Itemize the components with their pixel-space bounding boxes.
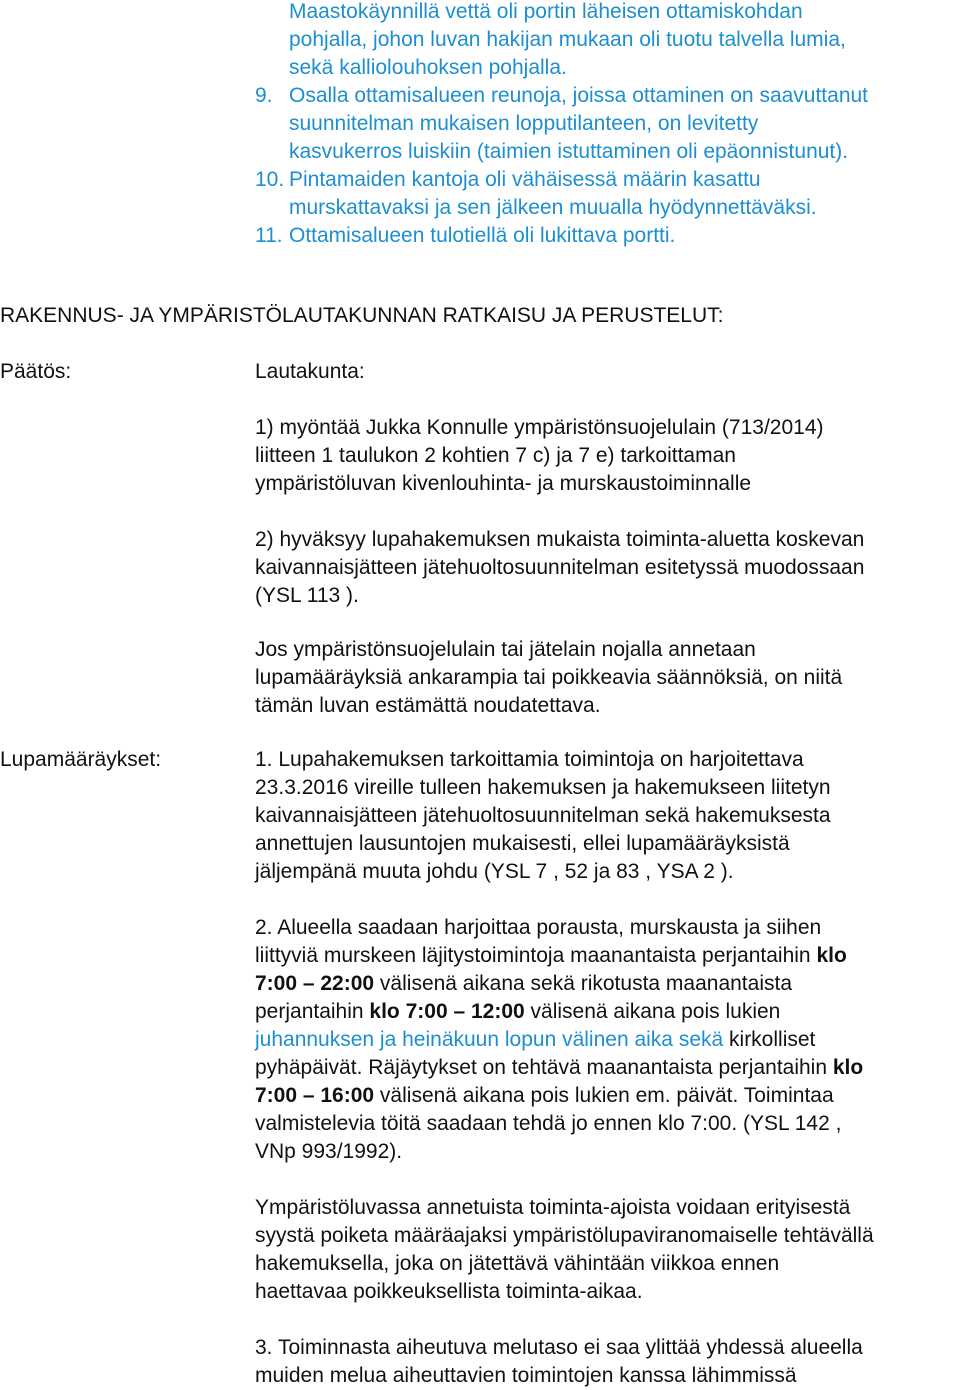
paragraph-line xyxy=(255,1026,815,1054)
text-run: kirkolliset xyxy=(723,1028,816,1051)
list-item-number: 9. xyxy=(255,84,273,107)
text-run: välisenä aikana sekä rikotusta maanantaista xyxy=(374,972,793,995)
list-item-line: Ottamisalueen tulotiellä oli lukittava portti. xyxy=(289,224,676,247)
paragraph-line: 2) hyväksyy lupahakemuksen mukaista toiminta-aluetta koskevan xyxy=(255,528,865,551)
list-item-line: Osalla ottamisalueen reunoja, joissa ottaminen on saavuttanut xyxy=(289,84,869,107)
paragraph-line: kaivannaisjätteen jätehuoltosuunnitelman esitetyssä muodossaan xyxy=(255,556,865,579)
paragraph-line: Ympäristöluvassa annetuista toiminta-ajoista voidaan erityisestä xyxy=(255,1196,851,1219)
text-run: pyhäpäivät. Räjäytykset on tehtävä maanantaista perjantaihin xyxy=(255,1056,833,1079)
paragraph-line xyxy=(255,970,792,998)
paragraph-line: muiden melua aiheuttavien toimintojen kanssa lähimmissä xyxy=(255,1364,797,1387)
list-item-line: Pintamaiden kantoja oli vähäisessä määrin kasattu xyxy=(289,168,761,191)
paragraph-line: lupamääräyksiä ankarampia tai poikkeavia säännöksiä, on niitä xyxy=(255,666,843,689)
list-item-line: murskattavaksi ja sen jälkeen muualla hyödynnettäväksi. xyxy=(289,196,817,219)
section-heading: RAKENNUS- JA YMPÄRISTÖLAUTAKUNNAN RATKAISU JA PERUSTELUT: xyxy=(0,304,724,327)
time-bold: 7:00 – 16:00 xyxy=(255,1084,375,1107)
list-item-line: kasvukerros luiskiin (taimien istuttaminen oli epäonnistunut). xyxy=(289,140,849,163)
text-run: liittyviä murskeen läjitystoimintoja maanantaista perjantaihin xyxy=(255,944,817,967)
paragraph-line xyxy=(255,998,780,1026)
paragraph-line: liitteen 1 taulukon 2 kohtien 7 c) ja 7 e) tarkoittaman xyxy=(255,444,736,467)
time-bold: 7:00 – 22:00 xyxy=(255,972,375,995)
paragraph-line: 3. Toiminnasta aiheutuva melutaso ei saa ylittää yhdessä alueella xyxy=(255,1336,863,1359)
list-intro-line: pohjalla, johon luvan hakijan mukaan oli tuotu talvella lumia, xyxy=(289,28,846,51)
paragraph-line: VNp 993/1992). xyxy=(255,1140,403,1163)
paragraph-line: valmistelevia töitä saadaan tehdä jo ennen klo 7:00. (YSL 142 , xyxy=(255,1112,842,1135)
paragraph-line: annettujen lausuntojen mukaisesti, ellei lupamääräyksistä xyxy=(255,832,790,855)
paragraph-line: hakemuksella, joka on jätettävä vähintään viikkoa ennen xyxy=(255,1252,780,1275)
permit-conditions-label: Lupamääräykset: xyxy=(0,748,162,771)
list-intro-line: sekä kalliolouhoksen pohjalla. xyxy=(289,56,567,79)
paragraph-line: 2. Alueella saadaan harjoittaa porausta, murskausta ja siihen xyxy=(255,916,822,939)
paragraph-line: 1. Lupahakemuksen tarkoittamia toimintoja on harjoitettava xyxy=(255,748,804,771)
paragraph-line: tämän luvan estämättä noudatettava. xyxy=(255,694,601,717)
paragraph-line: 1) myöntää Jukka Konnulle ympäristönsuojelulain (713/2014) xyxy=(255,416,824,439)
paragraph-line: syystä poiketa määräajaksi ympäristölupaviranomaiselle tehtävällä xyxy=(255,1224,874,1247)
paragraph-line xyxy=(255,1082,834,1110)
paragraph-line: Jos ympäristönsuojelulain tai jätelain nojalla annetaan xyxy=(255,638,756,661)
text-run: perjantaihin xyxy=(255,1000,370,1023)
text-run: välisenä aikana pois lukien em. päivät. Toimintaa xyxy=(374,1084,834,1107)
paragraph-line: kaivannaisjätteen jätehuoltosuunnitelman sekä hakemuksesta xyxy=(255,804,831,827)
paragraph-line: ympäristöluvan kivenlouhinta- ja murskaustoiminnalle xyxy=(255,472,752,495)
paragraph-line xyxy=(255,942,847,970)
time-bold: klo 7:00 – 12:00 xyxy=(369,1000,525,1023)
paragraph-line: haettavaa poikkeuksellista toiminta-aikaa. xyxy=(255,1280,643,1303)
list-item-number: 11. xyxy=(255,224,283,247)
time-bold: klo xyxy=(832,1056,864,1079)
list-item-number: 10. xyxy=(255,168,285,191)
list-intro-line: Maastokäynnillä vettä oli portin läheisen ottamiskohdan xyxy=(289,0,803,23)
text-run: välisenä aikana pois lukien xyxy=(524,1000,781,1023)
paragraph-line: jäljempänä muuta johdu (YSL 7 , 52 ja 83 , YSA 2 ). xyxy=(255,860,734,883)
board-label: Lautakunta: xyxy=(255,360,365,383)
paragraph-line: 23.3.2016 vireille tulleen hakemuksen ja hakemukseen liitetyn xyxy=(255,776,831,799)
time-bold: klo xyxy=(816,944,847,967)
decision-label: Päätös: xyxy=(0,360,72,383)
paragraph-line: (YSL 113 ). xyxy=(255,584,359,607)
list-item-line: suunnitelman mukaisen lopputilanteen, on levitetty xyxy=(289,112,759,135)
paragraph-line xyxy=(255,1054,863,1082)
highlighted-text: juhannuksen ja heinäkuun lopun välinen aika sekä xyxy=(255,1028,724,1051)
